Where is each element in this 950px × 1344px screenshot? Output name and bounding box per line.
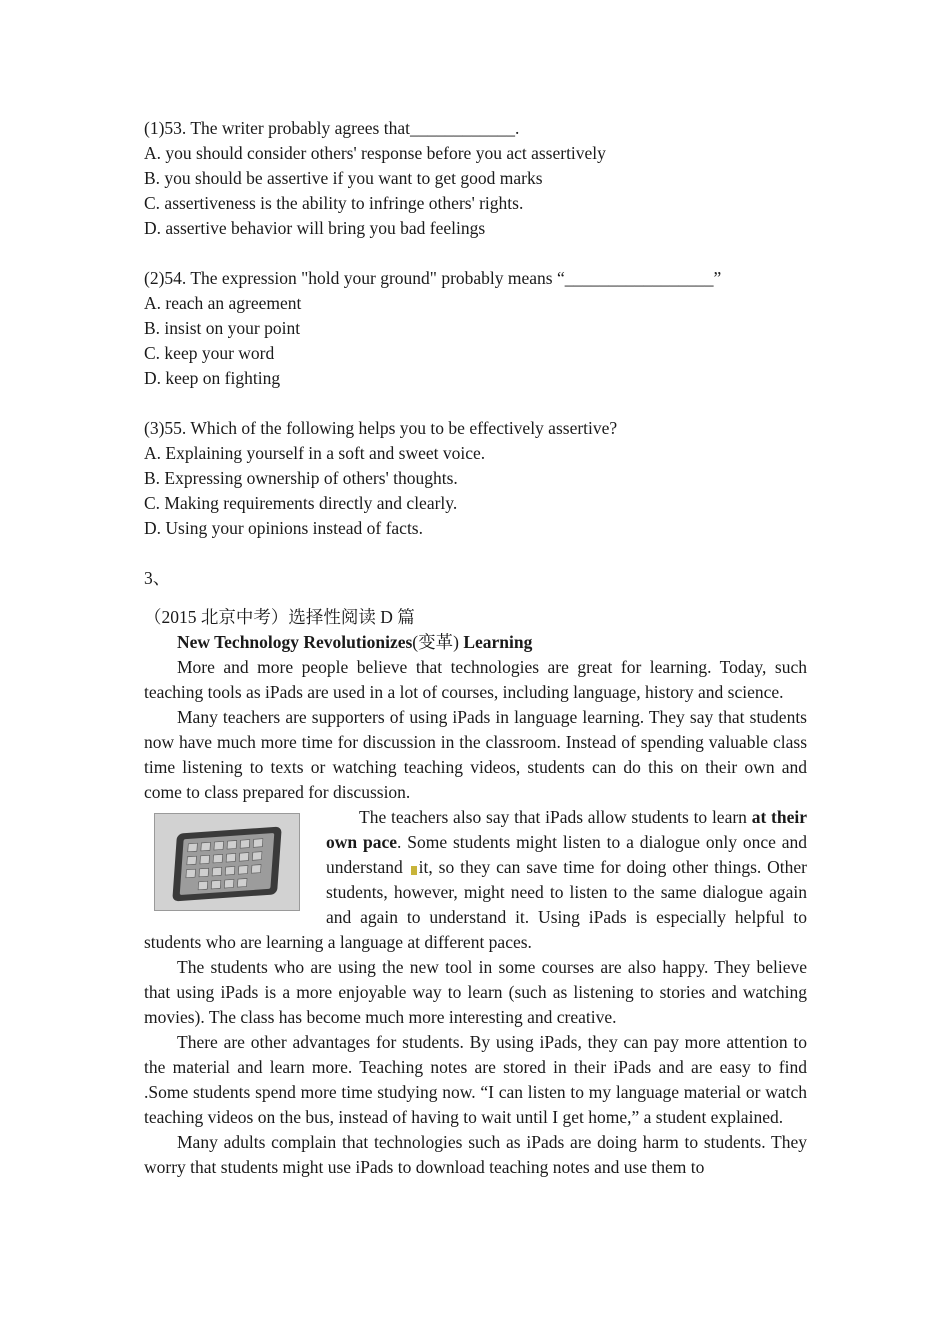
- section-number: 3、: [144, 568, 171, 588]
- article-title: [144, 630, 807, 655]
- option-c: C. keep your word: [144, 343, 275, 363]
- question-54: [144, 266, 807, 391]
- option-c: C. assertiveness is the ability to infringe others' rights.: [144, 193, 524, 213]
- question-53: [144, 116, 807, 241]
- paragraph-2: Many teachers are supporters of using iPads in language learning. They say that students now have much more time for discussion in the classroom. Instead of spending valuable class time listening to texts or watching teaching videos, students can do this on their own and come to class prepared for discussion.: [144, 707, 807, 802]
- title-chinese-gloss: (变革): [412, 632, 459, 652]
- option-a: A. Explaining yourself in a soft and sweet voice.: [144, 443, 486, 463]
- paragraph-3: [144, 805, 807, 955]
- option-c: C. Making requirements directly and clearly.: [144, 493, 458, 513]
- question-55: [144, 416, 807, 541]
- p3-start: The teachers also say that iPads allow students to learn: [359, 807, 752, 827]
- tablet-illustration: [155, 814, 299, 910]
- option-d: D. Using your opinions instead of facts.: [144, 518, 423, 538]
- question-stem: (2)54. The expression "hold your ground" probably means “_________________”: [144, 268, 722, 288]
- comment-marker-icon: [411, 866, 417, 875]
- option-d: D. assertive behavior will bring you bad feelings: [144, 218, 486, 238]
- title-end: Learning: [458, 632, 533, 652]
- option-b: B. Expressing ownership of others' thoughts.: [144, 468, 458, 488]
- title-main: New Technology Revolutionizes: [177, 632, 413, 652]
- option-d: D. keep on fighting: [144, 368, 281, 388]
- p3-bold-phrase: at their own pace: [326, 807, 807, 852]
- tablet-image: [154, 813, 300, 911]
- paragraph-6: Many adults complain that technologies such as iPads are doing harm to students. They worry that students might use iPads to download teaching notes and use them to: [144, 1132, 807, 1177]
- document-page: [144, 116, 807, 1180]
- p3-mid: . Some students might listen to a dialogue only once and understand: [326, 832, 807, 877]
- paragraph-4: The students who are using the new tool in some courses are also happy. They believe that using iPads is a more enjoyable way to learn (such as listening to stories and watching movies). The class has become much more interesting and creative.: [144, 957, 807, 1027]
- paragraph-1: More and more people believe that technologies are great for learning. Today, such teaching tools as iPads are used in a lot of courses, including language, history and science.: [144, 657, 807, 702]
- passage-source: （2015 北京中考）选择性阅读 D 篇: [144, 607, 415, 627]
- p3-end: it, so they can save time for doing other things. Other students, however, might need to listen to the same dialogue again and again to understand it. Using iPads is especially helpful to students who are learning a language at different paces.: [144, 857, 807, 952]
- question-stem: (3)55. Which of the following helps you to be effectively assertive?: [144, 418, 618, 438]
- option-a: A. you should consider others' response before you act assertively: [144, 143, 606, 163]
- question-stem: (1)53. The writer probably agrees that____________.: [144, 118, 520, 138]
- option-b: B. you should be assertive if you want to get good marks: [144, 168, 543, 188]
- paragraph-5: There are other advantages for students. By using iPads, they can pay more attention to the material and learn more. Teaching notes are stored in their iPads and are easy to find .Some students spend more time studying now. “I can listen to my language material or watch teaching videos on the bus, instead of having to wait until I get home,” a student explained.: [144, 1032, 807, 1127]
- option-a: A. reach an agreement: [144, 293, 302, 313]
- option-b: B. insist on your point: [144, 318, 301, 338]
